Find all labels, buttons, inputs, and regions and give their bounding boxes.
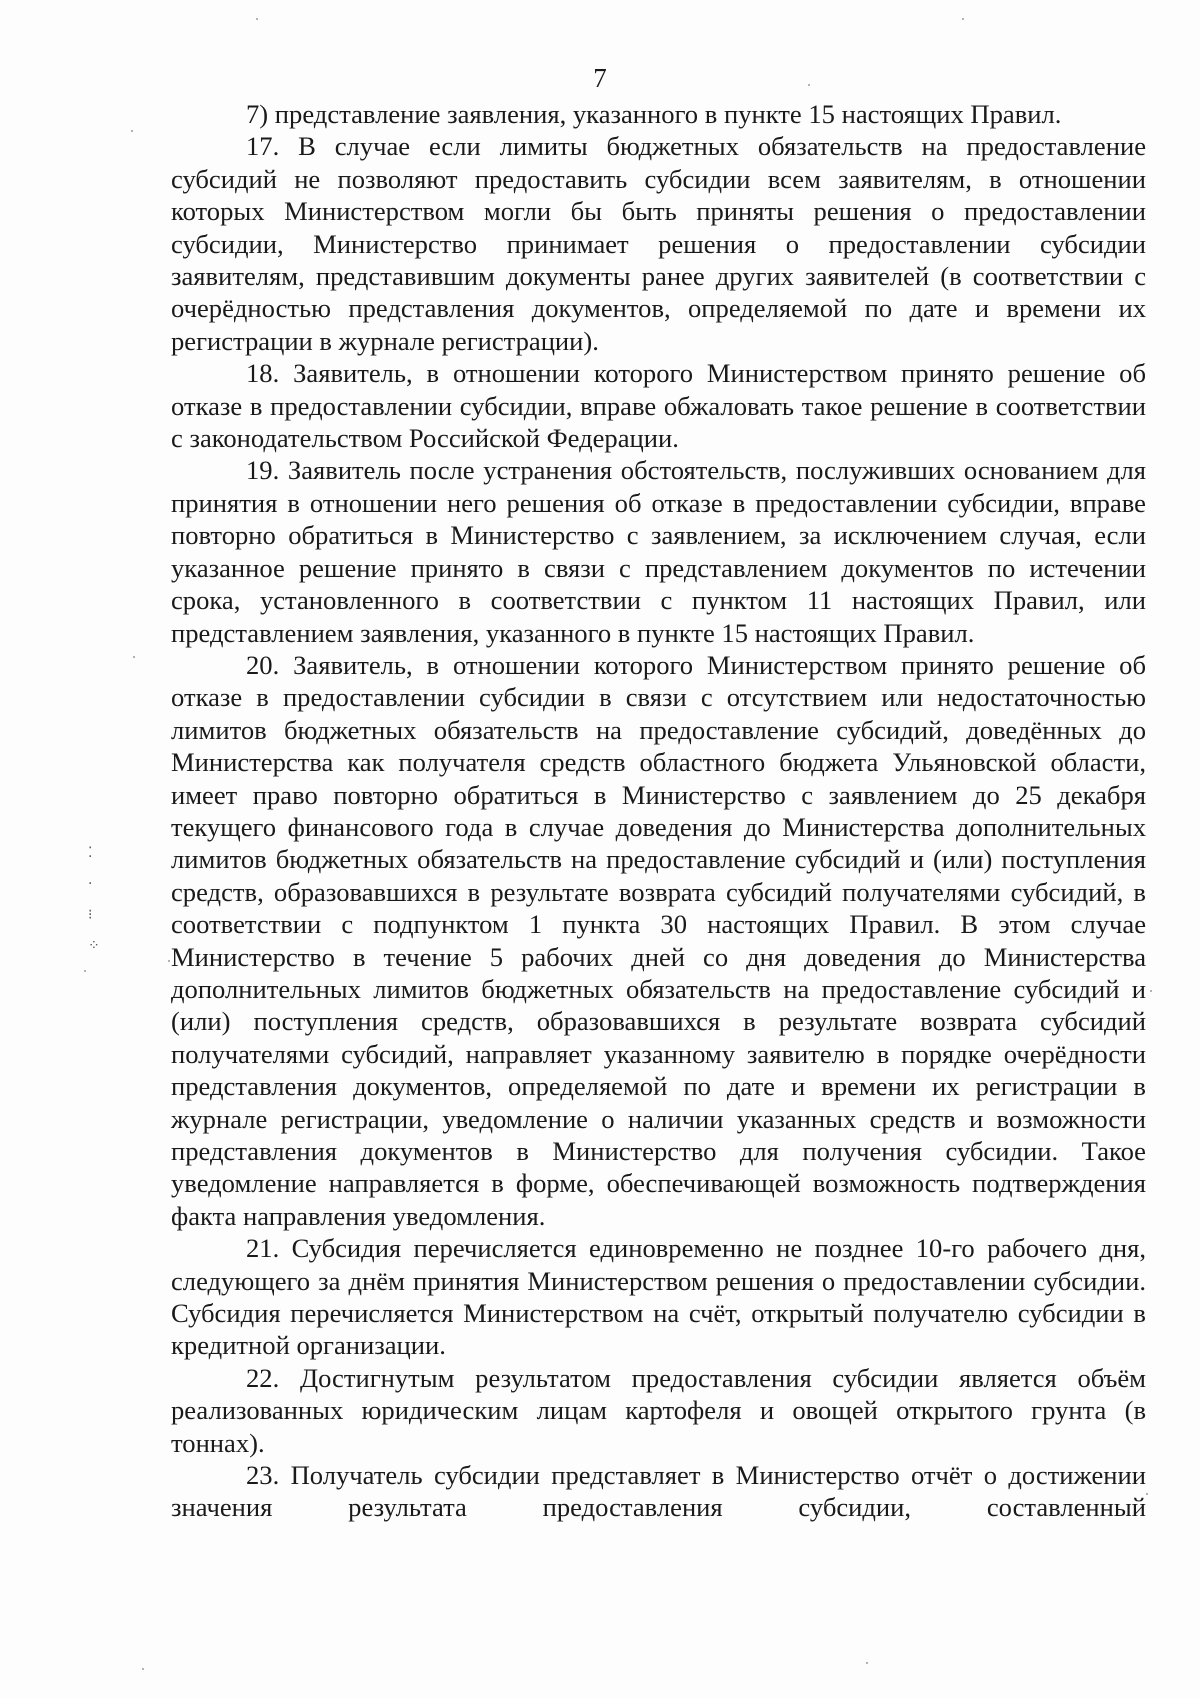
- scan-speck: [142, 1668, 144, 1670]
- scan-speck: [1146, 1493, 1148, 1495]
- paragraph-clause-19: 19. Заявитель после устранения обстоятельств, послуживших основанием для принятия в отношении него решения об отказе в предоставлении субсидии, вправе повторно обратиться в Министерство с заявлением, за исключением случая, если указанное решение принято в связи с представлением документов по истечении срока, установленного в соответствии с пунктом 11 настоящих Правил, или представлением заявления, указанного в пункте 15 настоящих Правил.: [171, 455, 1146, 648]
- scan-speck: [808, 84, 810, 86]
- document-body: [171, 98, 1146, 1524]
- paragraph-clause-20: 20. Заявитель, в отношении которого Министерством принято решение об отказе в предоставлении субсидии в связи с отсутствием или недостаточностью лимитов бюджетных обязательств на предоставление субсидий, доведённых до Министерства как получателя средств областного бюджета Ульяновской области, имеет право повторно обратиться в Министерство с заявлением до 25 декабря текущего финансового года в случае доведения до Министерства дополнительных лимитов бюджетных обязательств на предоставление субсидий и (или) поступления средств, образовавшихся в результате возврата субсидий получателями субсидий, в соответствии с подпунктом 1 пункта 30 настоящих Правил. В этом случае Министерство в течение 5 рабочих дней со дня доведения до Министерства дополнительных лимитов бюджетных обязательств на предоставление субсидий и (или) поступления средств, образовавшихся в результате возврата субсидий получателями субсидий, направляет указанному заявителю в порядке очерёдности представления документов, определяемой по дате и времени их регистрации в журнале регистрации, уведомление о наличии указанных средств и возможности представления документов в Министерство для получения субсидии. Такое уведомление направляется в форме, обеспечивающей возможность подтверждения факта направления уведомления.: [171, 649, 1146, 1231]
- scan-speck: [131, 130, 133, 132]
- scan-artifact-marks: ⁚ · ⁝ ⁘: [88, 845, 100, 954]
- scan-speck: [866, 1662, 868, 1664]
- paragraph-clause-21: 21. Субсидия перечисляется единовременно не позднее 10-го рабочего дня, следующего за днём принятия Министерством решения о предоставлении субсидии. Субсидия перечисляется Министерством на счёт, открытый получателю субсидии в кредитной организации.: [171, 1233, 1146, 1361]
- scan-speck: [84, 970, 86, 972]
- scan-speck: [256, 18, 258, 20]
- scan-speck: [168, 960, 170, 962]
- paragraph-clause-17: 17. В случае если лимиты бюджетных обязательств на предоставление субсидий не позволяют предоставить субсидии всем заявителям, в отношении которых Министерством могли бы быть приняты решения о предоставлении субсидии, Министерство принимает решения о предоставлении субсидии заявителям, представившим документы ранее других заявителей (в соответствии с очерёдностью представления документов, определяемой по дате и времени их регистрации в журнале регистрации).: [171, 131, 1146, 356]
- scan-speck: [1150, 990, 1152, 992]
- scan-speck: [133, 656, 135, 658]
- paragraph-item-7: 7) представление заявления, указанного в пункте 15 настоящих Правил.: [246, 99, 1062, 129]
- page-number: 7: [593, 63, 607, 93]
- paragraph-clause-23: 23. Получатель субсидии представляет в Министерство отчёт о достижении значения результата предоставления субсидии, составленный: [171, 1460, 1146, 1523]
- paragraph-clause-18: 18. Заявитель, в отношении которого Министерством принято решение об отказе в предоставлении субсидии, вправе обжаловать такое решение в соответствии с законодательством Российской Федерации.: [171, 358, 1146, 454]
- scan-speck: [962, 18, 964, 20]
- paragraph-clause-22: 22. Достигнутым результатом предоставления субсидии является объём реализованных юридическим лицам картофеля и овощей открытого грунта (в тоннах).: [171, 1362, 1146, 1458]
